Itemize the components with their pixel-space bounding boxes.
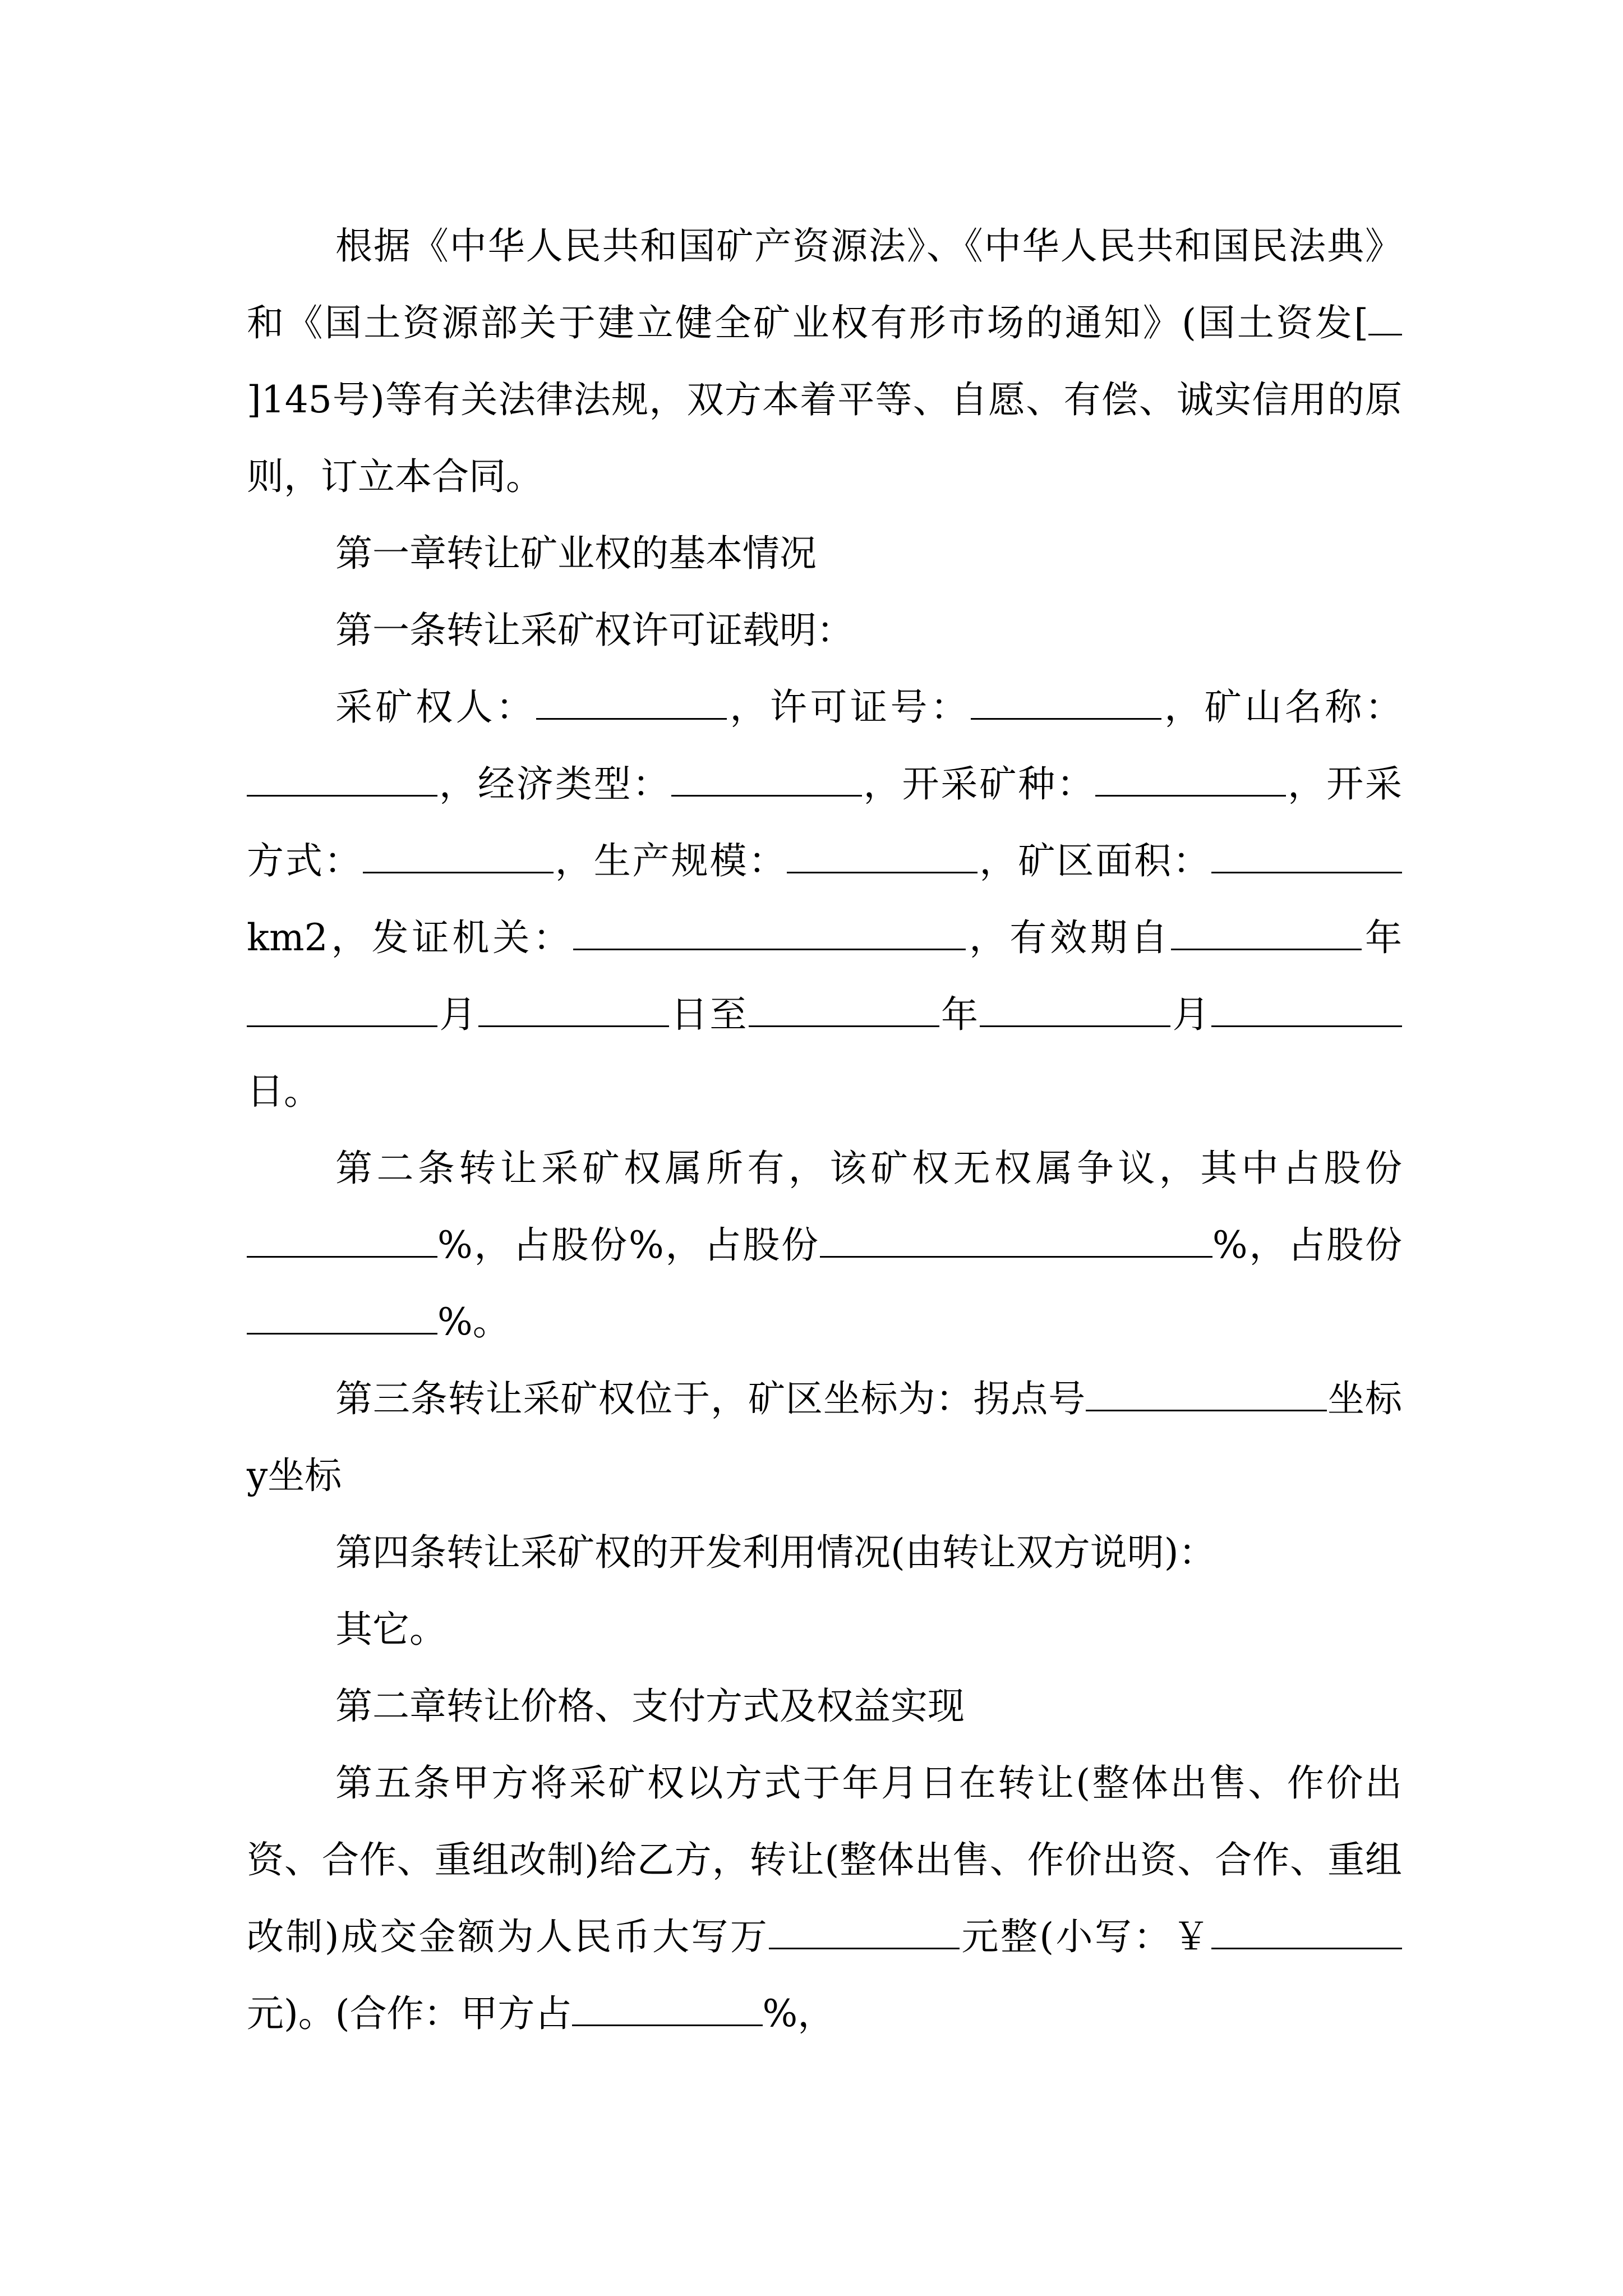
mining-method-label: ，开采方式：: [247, 762, 1403, 882]
article-5-text: 第五条甲方将采矿权以方式于年月日在转让(整体出售、作价出资、合作、重组改制)给乙方，转让(整体出售、作价出资、合作、重组改制)成交金额为人民币大写万: [247, 1761, 1402, 1958]
blank-field: [769, 1918, 960, 1949]
article-4: 第四条转让采矿权的开发利用情况(由转让双方说明)：: [335, 1531, 1216, 1574]
article-5-text: 元整(小写：￥: [960, 1915, 1212, 1958]
article-3-text: 第三条转让采矿权位于，矿区坐标为：拐点号: [335, 1377, 1086, 1420]
day-end-label: 日。: [247, 1070, 321, 1113]
license-no-label: ，许可证号：: [726, 685, 971, 729]
other-paragraph: 其它。: [335, 1608, 446, 1651]
area-unit: km2: [247, 916, 328, 959]
chapter-2-heading: 第二章转让价格、支付方式及权益实现: [335, 1685, 965, 1728]
article-2-text: %，占股份%，占股份: [437, 1223, 820, 1267]
blank-field: [478, 996, 669, 1027]
blank-field: [749, 996, 939, 1027]
holder-label: 采矿权人：: [335, 685, 536, 729]
year-label: 年: [1362, 916, 1403, 959]
permit-details-paragraph: [247, 669, 1402, 1130]
article-2-text: %。: [437, 1300, 510, 1343]
blank-field: [247, 1227, 437, 1258]
article-2-text: 第二条转让采矿权属所有，该矿权无权属争议，其中占股份: [335, 1147, 1402, 1190]
article-5-text: %，: [762, 1992, 835, 2035]
article-5-text: 元)。(合作：甲方占: [247, 1992, 572, 2035]
year-label: 年: [939, 993, 980, 1036]
blank-field: [247, 1304, 437, 1335]
blank-field: [363, 843, 554, 873]
blank-field: [671, 766, 862, 797]
blank-field: [1171, 919, 1362, 950]
blank-field: [1211, 843, 1402, 873]
article-3: [247, 1360, 1402, 1514]
blank-field: [573, 919, 966, 950]
blank-field: [247, 996, 437, 1027]
blank-field: [971, 689, 1161, 720]
mine-name-label: ，矿山名称：: [1161, 685, 1403, 729]
issuer-label: ，发证机关：: [328, 916, 574, 959]
scale-label: ，生产规模：: [553, 839, 787, 882]
blank-field: [247, 766, 437, 797]
blank-field: [820, 1227, 1212, 1258]
blank-field: [1211, 996, 1402, 1027]
valid-from-label: ，有效期自: [966, 916, 1172, 959]
blank-field: [1368, 305, 1402, 335]
blank-field: [1211, 1918, 1402, 1949]
article-2-text: %，占股份: [1212, 1223, 1402, 1267]
preamble-paragraph: [247, 208, 1402, 515]
preamble-text-cont: ]145号)等有关法律法规，双方本着平等、自愿、有偿、诚实信用的原则，订立本合同。: [247, 378, 1402, 498]
article-5: [247, 1745, 1402, 2052]
chapter-1-heading: 第一章转让矿业权的基本情况: [335, 532, 817, 575]
month-label: 月: [437, 993, 478, 1036]
blank-field: [536, 689, 727, 720]
comma: ，: [978, 839, 1018, 882]
blank-field: [1086, 1381, 1327, 1411]
blank-field: [572, 1995, 763, 2026]
article-3-text: 坐标y坐标: [247, 1377, 1403, 1497]
day-to-label: 日至: [668, 993, 749, 1036]
mineral-label: ，开采矿种：: [861, 762, 1096, 806]
article-1: 第一条转让采矿权许可证载明：: [335, 609, 854, 652]
econ-type-label: ，经济类型：: [437, 762, 671, 806]
blank-field: [980, 996, 1170, 1027]
preamble-text: 根据《中华人民共和国矿产资源法》、《中华人民共和国民法典》和《国土资源部关于建立健全矿业权有形市场的通知》(国土资发[: [247, 224, 1402, 344]
article-2: [247, 1130, 1402, 1360]
blank-field: [787, 843, 978, 873]
document-body: [247, 208, 1402, 2052]
month-label: 月: [1170, 993, 1212, 1036]
area-label: 矿区面积：: [1018, 839, 1212, 882]
blank-field: [1095, 766, 1286, 797]
